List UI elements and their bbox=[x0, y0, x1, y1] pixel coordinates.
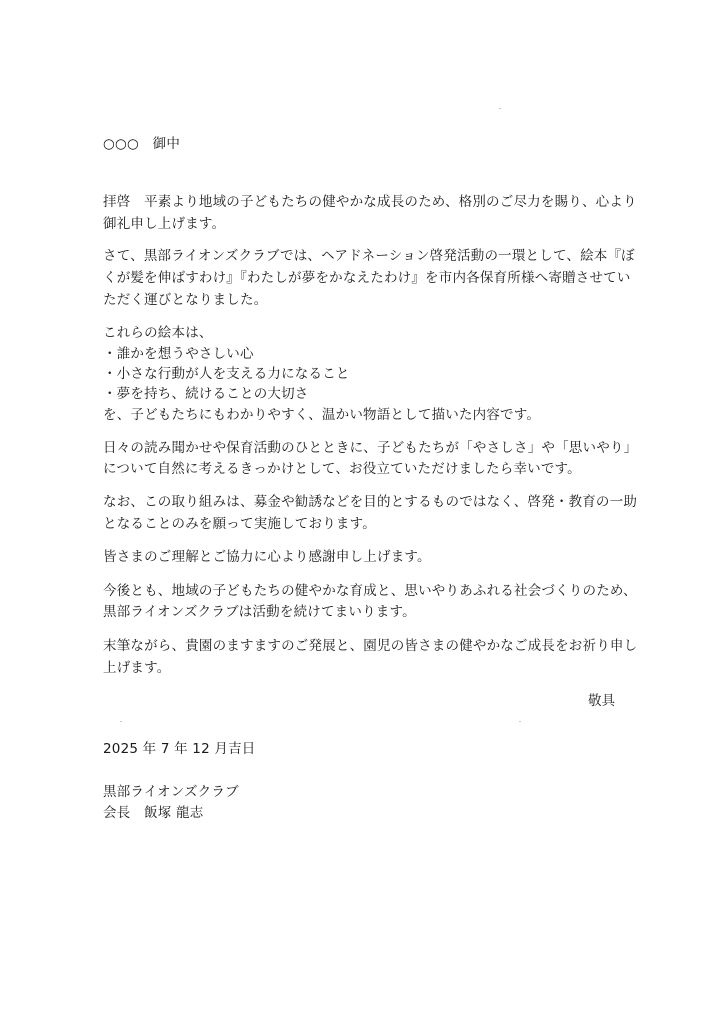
bullet-item-2: ・小さな行動が人を支える力になること bbox=[103, 366, 350, 382]
scan-speck bbox=[519, 721, 521, 722]
donation-line-1: さて、黒部ライオンズクラブでは、ヘアドネーション啓発活動の一環として、絵本『ぼ bbox=[103, 248, 635, 264]
sender-name: 会長 飯塚 龍志 bbox=[103, 805, 204, 821]
greeting-line-2: 御礼申し上げます。 bbox=[103, 216, 226, 232]
sender-organization: 黒部ライオンズクラブ bbox=[103, 784, 239, 800]
scan-speck bbox=[499, 108, 501, 109]
donation-line-2: くが髪を伸ばすわけ』『わたしが夢をかなえたわけ』を市内各保育所様へ寄贈させてい bbox=[103, 270, 631, 286]
books-intro-line: これらの絵本は、 bbox=[103, 325, 213, 341]
bullet-item-1: ・誰かを想うやさしい心 bbox=[103, 346, 254, 362]
closing-salutation: 敬具 bbox=[588, 693, 615, 709]
future-line-1: 今後とも、地域の子どもたちの健やかな育成と、思いやりあふれる社会づくりのため、 bbox=[103, 583, 637, 599]
closing-line-2: 上げます。 bbox=[103, 660, 171, 676]
donation-line-3: ただく運びとなりました。 bbox=[103, 292, 268, 308]
note-line-1: なお、この取り組みは、募金や勧誘などを目的とするものではなく、啓発・教育の一助 bbox=[103, 494, 638, 510]
bullet-item-3: ・夢を持ち、続けることの大切さ bbox=[103, 386, 309, 402]
closing-line-1: 末筆ながら、貴園のますますのご発展と、園児の皆さまの健やかなご成長をお祈り申し bbox=[103, 638, 638, 654]
thanks-line: 皆さまのご理解とご協力に心より感謝申し上げます。 bbox=[103, 549, 431, 565]
purpose-line-2: について自然に考えるきっかけとして、お役立ていただけましたら幸いです。 bbox=[103, 461, 581, 477]
addressee: ○○○ 御中 bbox=[103, 136, 181, 152]
note-line-2: となることのみを願って実施しております。 bbox=[103, 516, 376, 532]
future-line-2: 黒部ライオンズクラブは活動を続けてまいります。 bbox=[103, 604, 416, 620]
greeting-line-1: 拝啓 平素より地域の子どもたちの健やかな成長のため、格別のご尽力を賜り、心より bbox=[103, 194, 637, 210]
scan-speck bbox=[120, 721, 122, 722]
books-summary-line: を、子どもたちにもわかりやすく、温かい物語として描いた内容です。 bbox=[103, 407, 541, 423]
purpose-line-1: 日々の読み聞かせや保育活動のひとときに、子どもたちが「やさしさ」や「思いやり」 bbox=[103, 440, 638, 456]
letter-date: 2025 年 7 年 12 月吉日 bbox=[103, 741, 256, 757]
